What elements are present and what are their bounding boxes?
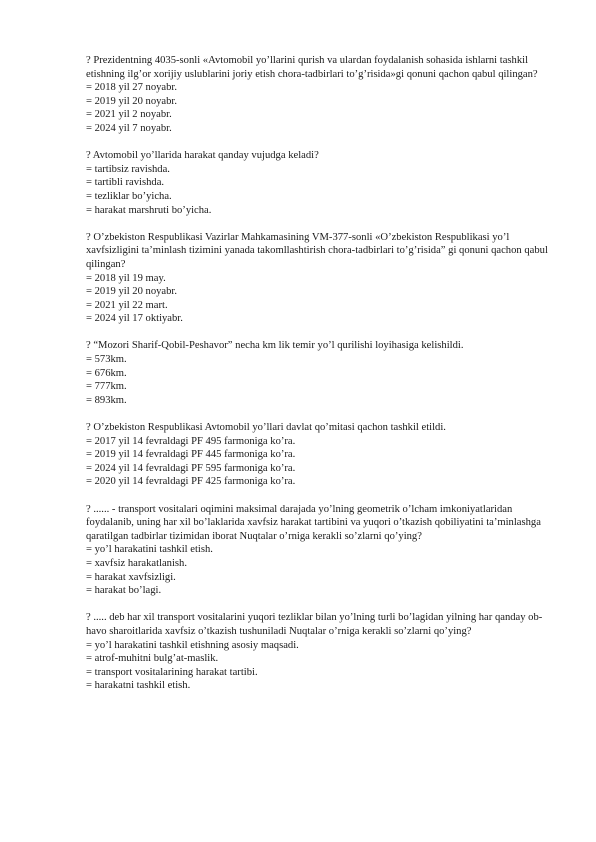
question-text: ? Avtomobil yo’llarida harakat qanday vujudga keladi?: [86, 150, 319, 162]
question-block: [86, 149, 556, 217]
answer-option: = tezliklar bo’yicha.: [86, 190, 172, 202]
answer-option: = harakat xavfsizligi.: [86, 571, 176, 583]
answer-option: = 2020 yil 14 fevraldagi PF 425 farmoniga ko’ra.: [86, 476, 296, 488]
answer-option: = 2021 yil 22 mart.: [86, 299, 168, 311]
answer-option: = transport vositalarining harakat tartibi.: [86, 666, 258, 678]
answer-option: = 2024 yil 7 noyabr.: [86, 122, 172, 134]
document-page: [86, 54, 556, 707]
answer-option: = 2024 yil 14 fevraldagi PF 595 farmoniga ko’ra.: [86, 462, 296, 474]
answer-option: = tartibsiz ravishda.: [86, 163, 170, 175]
question-text: ? ..... deb har xil transport vositalarini yuqori tezliklar bilan yo’lning turli bo’lagidan yilning har qanday ob-havo sharoitlarida xavfsiz o’tkazish tushuniladi Nuqtalar o’rniga kerakli so’zlarni qo’ying?: [86, 612, 543, 637]
answer-option: = 2018 yil 27 noyabr.: [86, 82, 178, 94]
answer-option: = yo’l harakatini tashkil etishning asosiy maqsadi.: [86, 639, 299, 651]
answer-option: = harakatni tashkil etish.: [86, 680, 191, 692]
question-text: ? “Mozori Sharif-Qobil-Peshavor” necha km lik temir yo’l qurilishi loyihasiga kelishildi.: [86, 340, 464, 352]
question-block: [86, 231, 556, 326]
question-text: ? ...... - transport vositalari oqimini maksimal darajada yo’lning geometrik o’lcham imkoniyatlaridan foydalanib, uning har xil bo’laklarida xavfsiz harakat tartibini va yuqori o’tkazish qobiliyatini ta’minlashga qaratilgan tadbirlar tizimidan iborat Nuqtalar o’rniga kerakli so’zlarni qo’ying?: [86, 503, 541, 542]
answer-option: = 2017 yil 14 fevraldagi PF 495 farmoniga ko’ra.: [86, 435, 296, 447]
question-text: ? O’zbekiston Respublikasi Avtomobil yo’llari davlat qo’mitasi qachon tashkil etildi.: [86, 422, 446, 434]
question-text: ? O’zbekiston Respublikasi Vazirlar Mahkamasining VM-377-sonli «O’zbekiston Respublikasi yo’l xavfsizligini ta’minlash tizimini yanada takomllashtirish chora-tadbirlari to’g’risida” gi qonuni qachon qabul qilingan?: [86, 231, 548, 270]
answer-option: = harakat bo’lagi.: [86, 585, 162, 597]
answer-option: = 676km.: [86, 367, 127, 379]
answer-option: = 2019 yil 14 fevraldagi PF 445 farmoniga ko’ra.: [86, 449, 296, 461]
answer-option: = 893km.: [86, 394, 127, 406]
question-block: [86, 611, 556, 693]
question-block: [86, 339, 556, 407]
question-block: [86, 503, 556, 598]
question-text: ? Prezidentning 4035-sonli «Avtomobil yo’llarini qurish va ulardan foydalanish sohasida ishlarni tashkil etishning ilg’or xorijiy uslublarini joriy etish chora-tadbirlari to’g’risida»gi qonuni qachon qabul qilingan?: [86, 55, 538, 80]
answer-option: = 2024 yil 17 oktiyabr.: [86, 313, 183, 325]
answer-option: = harakat marshruti bo’yicha.: [86, 204, 212, 216]
answer-option: = xavfsiz harakatlanish.: [86, 557, 187, 569]
answer-option: = 2021 yil 2 noyabr.: [86, 109, 172, 121]
question-block: [86, 54, 556, 136]
answer-option: = 573km.: [86, 354, 127, 366]
answer-option: = 777km.: [86, 381, 127, 393]
answer-option: = 2019 yil 20 noyabr.: [86, 95, 178, 107]
answer-option: = tartibli ravishda.: [86, 177, 165, 189]
answer-option: = atrof-muhitni bulg’at-maslik.: [86, 653, 219, 665]
question-block: [86, 421, 556, 489]
answer-option: = 2018 yil 19 may.: [86, 272, 166, 284]
answer-option: = yo’l harakatini tashkil etish.: [86, 544, 213, 556]
answer-option: = 2019 yil 20 noyabr.: [86, 286, 178, 298]
